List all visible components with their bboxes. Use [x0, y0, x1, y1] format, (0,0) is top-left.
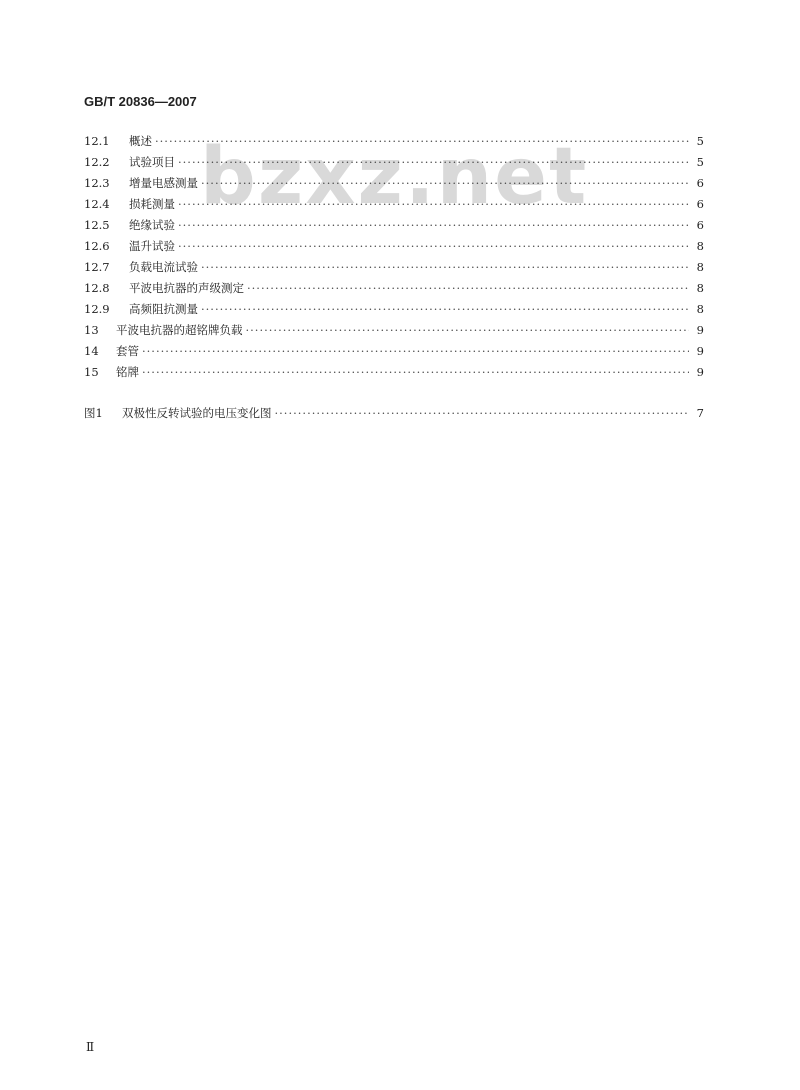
toc-entry[interactable]: [84, 194, 704, 215]
toc-entry-number: 15: [84, 365, 99, 379]
leader-dots: [178, 236, 689, 257]
toc-entry-page: 5: [696, 155, 704, 169]
toc-entry-page: 8: [696, 281, 704, 295]
toc-entry-number: 12.4: [84, 197, 110, 211]
figure-entry-page: 7: [696, 406, 704, 420]
toc-entry[interactable]: [84, 320, 704, 341]
toc-entry-number: 12.1: [84, 134, 110, 148]
toc-entry[interactable]: [84, 152, 704, 173]
toc-entry-page: 6: [696, 197, 704, 211]
toc-entry-number: 12.7: [84, 260, 110, 274]
toc-entry-page: 9: [696, 365, 704, 379]
toc-entry[interactable]: [84, 257, 704, 278]
toc-entry-number: 12.3: [84, 176, 110, 190]
toc-entry-number: 13: [84, 323, 99, 337]
toc-entry-title: 温升试验: [129, 239, 175, 253]
toc-entry-number: 12.8: [84, 281, 110, 295]
leader-dots: [178, 194, 689, 215]
watermark: bzxz.net: [200, 132, 589, 222]
toc-entry-title: 铭牌: [116, 365, 139, 379]
toc-entry-title: 高频阻抗测量: [129, 302, 198, 316]
leader-dots: [247, 278, 689, 299]
toc-entry-page: 8: [696, 260, 704, 274]
toc-entry[interactable]: [84, 215, 704, 236]
toc-entry-page: 8: [696, 239, 704, 253]
toc-entry[interactable]: [84, 362, 704, 383]
figure-entry-title: 双极性反转试验的电压变化图: [122, 406, 272, 420]
toc-entry-number: 12.5: [84, 218, 110, 232]
toc-entry-title: 负载电流试验: [129, 260, 198, 274]
page-number: Ⅱ: [86, 1040, 95, 1054]
toc-entry-number: 12.9: [84, 302, 110, 316]
toc-entry[interactable]: [84, 341, 704, 362]
toc-entry-number: 14: [84, 344, 99, 358]
toc-entry-title: 概述: [129, 134, 152, 148]
leader-dots: [178, 152, 689, 173]
toc-entry-page: 5: [696, 134, 704, 148]
standard-code-header: GB/T 20836—2007: [84, 94, 197, 109]
toc-entry-title: 套管: [116, 344, 139, 358]
toc-entry-title: 平波电抗器的超铭牌负载: [116, 323, 243, 337]
toc-entry-title: 损耗测量: [129, 197, 175, 211]
toc-entry[interactable]: [84, 278, 704, 299]
figure-entry[interactable]: [84, 403, 704, 424]
toc-entry-page: 8: [696, 302, 704, 316]
toc-entry[interactable]: [84, 299, 704, 320]
table-of-contents: [84, 131, 704, 424]
toc-entry-title: 增量电感测量: [129, 176, 198, 190]
toc-entry-page: 6: [696, 218, 704, 232]
figure-entry-number: 图1: [84, 406, 103, 420]
leader-dots: [201, 173, 689, 194]
leader-dots: [142, 341, 689, 362]
toc-entry-page: 6: [696, 176, 704, 190]
toc-entry-number: 12.6: [84, 239, 110, 253]
toc-entry-title: 绝缘试验: [129, 218, 175, 232]
toc-entry-number: 12.2: [84, 155, 110, 169]
toc-entry[interactable]: [84, 131, 704, 152]
toc-entry-page: 9: [696, 344, 704, 358]
leader-dots: [155, 131, 689, 152]
leader-dots: [142, 362, 689, 383]
toc-entry[interactable]: [84, 173, 704, 194]
leader-dots: [275, 403, 690, 424]
toc-entry-title: 平波电抗器的声级测定: [129, 281, 244, 295]
toc-entry[interactable]: [84, 236, 704, 257]
leader-dots: [201, 257, 689, 278]
toc-entry-page: 9: [696, 323, 704, 337]
leader-dots: [246, 320, 690, 341]
toc-entry-title: 试验项目: [129, 155, 175, 169]
leader-dots: [201, 299, 689, 320]
leader-dots: [178, 215, 689, 236]
